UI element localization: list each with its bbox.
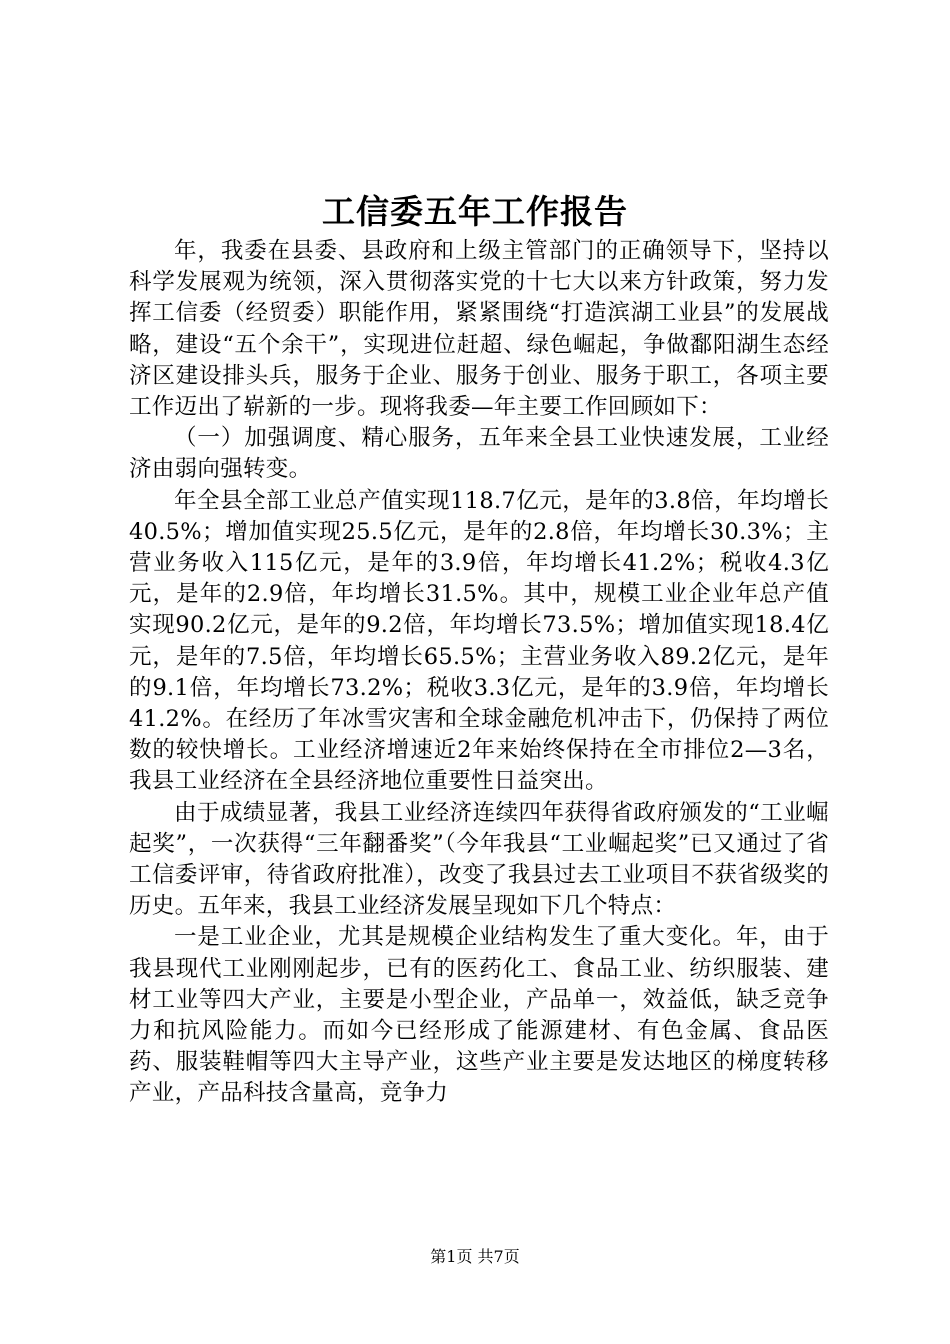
document-body — [129, 236, 829, 1110]
paragraph-section-heading: （一）加强调度、精心服务，五年来全县工业快速发展，工业经济由弱向强转变。 — [129, 425, 829, 483]
paragraph-statistics: 年全县全部工业总产值实现118.7亿元，是年的3.8倍，年均增长40.5%；增加值实现25.5亿元，是年的2.8倍，年均增长30.3%；主营业务收入115亿元，是年的3.9倍，年均增长41.2%；税收4.3亿元，是年的2.9倍，年均增长31.5%。其中，规模工业企业年总产值实现90.2亿元，是年的9.2倍，年均增长73.5%；增加值实现18.4亿元，是年的7.5倍，年均增长65.5%；主营业务收入89.2亿元，是年的9.1倍，年均增长73.2%；税收3.3亿元，是年的3.9倍，年均增长41.2%。在经历了年冰雪灾害和全球金融危机冲击下，仍保持了两位数的较快增长。工业经济增速近2年来始终保持在全市排位2—3名，我县工业经济在全县经济地位重要性日益突出。 — [129, 487, 829, 795]
paragraph-feature-one: 一是工业企业，尤其是规模企业结构发生了重大变化。年，由于我县现代工业刚刚起步，已有的医药化工、食品工业、纺织服装、建材工业等四大产业，主要是小型企业，产品单一，效益低，缺乏竞争力和抗风险能力。而如今已经形成了能源建材、有色金属、食品医药、服装鞋帽等四大主导产业，这些产业主要是发达地区的梯度转移产业，产品科技含量高，竞争力 — [129, 924, 829, 1107]
paragraph-intro: 年，我委在县委、县政府和上级主管部门的正确领导下，坚持以科学发展观为统领，深入贯彻落实党的十七大以来方针政策，努力发挥工信委（经贸委）职能作用，紧紧围绕“打造滨湖工业县”的发展战略，建设“五个余干”，实现进位赶超、绿色崛起，争做鄱阳湖生态经济区建设排头兵，服务于企业、服务于创业、服务于职工，各项主要工作迈出了崭新的一步。现将我委—年主要工作回顾如下： — [129, 238, 829, 421]
page-number-footer: 第1页 共7页 — [430, 1247, 520, 1266]
paragraph-awards: 由于成绩显著，我县工业经济连续四年获得省政府颁发的“工业崛起奖”，一次获得“三年翻番奖”（今年我县“工业崛起奖”已又通过了省工信委评审，待省政府批准），改变了我县过去工业项目不获省级奖的历史。五年来，我县工业经济发展呈现如下几个特点： — [129, 799, 829, 920]
document-title: 工信委五年工作报告 — [322, 192, 628, 231]
